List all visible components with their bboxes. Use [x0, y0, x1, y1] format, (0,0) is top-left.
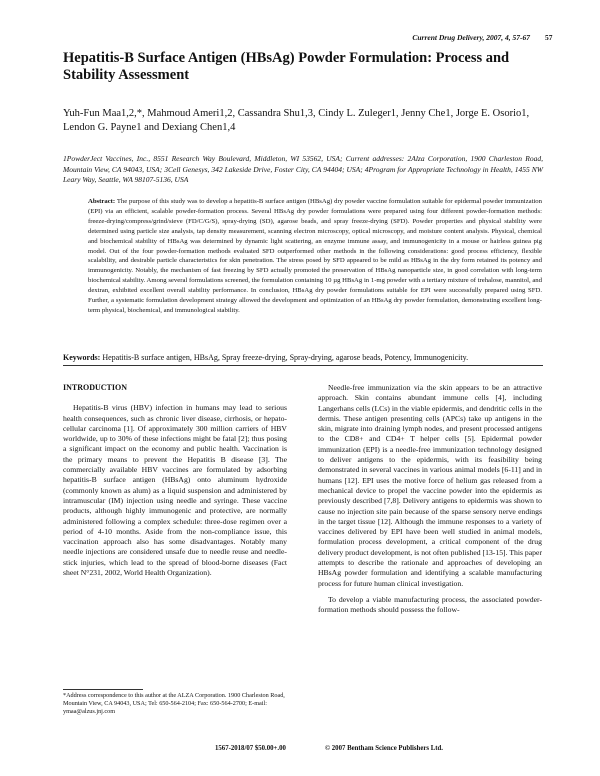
copyright: © 2007 Bentham Science Publishers Ltd.	[325, 745, 443, 752]
article-title: Hepatitis-B Surface Antigen (HBsAg) Powder Formulation: Process and Stability Assessment	[63, 50, 510, 83]
issn-price: 1567-2018/07 $50.00+.00	[215, 745, 286, 752]
abstract	[88, 197, 542, 316]
right-column	[318, 383, 542, 622]
section-divider	[63, 365, 543, 366]
keywords	[63, 353, 543, 363]
section-heading: INTRODUCTION	[63, 383, 128, 392]
intro-paragraph: Hepatitis-B virus (HBV) infection in humans may lead to serious health consequences, such as chronic liver disease, cirrhosis, or hepato-cellular carcinoma [1]. Of approximately 300 million carriers of HBV worldwide, up to 30% of these infections might be fatal [2]; thus posing a significant impact on the economy and public health. Vaccination is the primary means to prevent the Hepatitis B disease [3]. The commercially available HBV vaccines are formulated by adsorbing hepatitis-B surface antigen (HBsAg) onto aluminum hydroxide (commonly known as alum) as a liquid suspension and administered by intramuscular (IM) injection using needle and syringe. These vaccine products, although highly immunogenic and protective, are normally administered following a complex schedule: three-dose regimen over a period of 4-10 months. Aside from the non-compliance issue, this vaccination approach also has some disadvantages. Notably many needle injections are considered unsafe due to needle reuse and needle-stick injuries, which lead to the spread of blood-borne diseases (Fact sheet N°231, 2002, World Health Organization).	[63, 403, 287, 578]
journal-header: Current Drug Delivery, 2007, 4, 57-67	[412, 33, 530, 42]
footnote-divider	[63, 689, 143, 690]
abstract-text: The purpose of this study was to develop a hepatitis-B surface antigen (HBsAg) dry powder vaccine formulation suitable for epidermal powder immunization (EPI) via an efficient, scalable powder-formation process. Several HBsAg dry powder formulations were prepared using four different powder-formation methods: freeze-drying/compress/grind/sieve (FD/C/G/S), spray-drying (SD), agarose beads, and spray freeze-drying (SFD). Powder properties and physical stability were determined using particle size analysis, tap density measurement, scanning electron microscopy, optical microscopy, and moisture content analysis. Physical, chemical and biochemical stability of HBsAg was determined by dynamic light scattering, an enzyme immune assay, and immunogenicity in a mouse or hairless guinea pig model. Out of the four powder-formation methods evaluated SFD outperformed other methods in the following considerations: good process efficiency, flexible scalability, and desirable particle characteristics for skin penetration. The stress posed by SFD appeared to be mild as HBsAg in the dry form retained its potency and immunogenicity. Notably, the mechanism of fast freezing by SFD actually promoted the preservation of HBsAg nanoparticle size, in good correlation with long-term biochemical stability. Among several formulations screened, the formulation containing 10 µg HBsAg in 1-mg powder with a tertiary mixture of trehalose, mannitol, and dextran, exhibited excellent overall stability performance. In conclusion, HBsAg dry powder formulations suitable for EPI were successfully prepared using SFD. Further, a systematic formulation development strategy allowed the development and optimization of an HBsAg dry powder formulation, demonstrating excellent long-term physical, biochemical, and immunological stability.	[88, 198, 542, 314]
left-column	[63, 383, 287, 584]
keywords-label: Keywords:	[63, 353, 101, 362]
correspondence-footnote: *Address correspondence to this author at the ALZA Corporation. 1900 Charleston Road, Mountain View, CA 94043, USA; Tel: 650-564-2104; Fax: 650-564-2700; E-mail: ymaa@alzus.jnj.com	[63, 692, 285, 715]
abstract-label: Abstract:	[88, 198, 116, 205]
author-list: Yuh-Fun Maa1,2,*, Mahmoud Ameri1,2, Cassandra Shu1,3, Cindy L. Zuleger1, Jenny Che1, Jorge E. Osorio1, Lendon G. Payne1 and Dexiang Chen1,4	[63, 108, 530, 133]
page-number: 57	[545, 33, 553, 42]
body-paragraph-1: Needle-free immunization via the skin appears to be an attractive approach. Skin contains abundant immune cells [4], including Langerhans cells (LCs) in the viable epidermis, and dendritic cells in the dermis. These antigen presenting cells (APCs) take up antigens in the skin, migrate into draining lymph nodes, and present processed antigens to the CD8+ and CD4+ T helper cells [5]. Epidermal powder immunization (EPI) is a needle-free immunization technology designed to deliver antigens to the epidermis, with its feasibility being demonstrated in several vaccines in various animal models [6-11] and in humans [12]. EPI uses the motive force of helium gas released from a mechanical device to propel the vaccine powder into the epidermis as previously described [7,8]. Delivery antigens to epidermis was shown to cause no injection site pain because of the sparse sensory nerve endings in the target tissue [12]. Although the immune responses to a variety of vaccines delivered by EPI have been well studied in animal models, formulation process development, a critical component of the drug delivery product development, is not often published [13-15]. This paper attempts to describe the rationale and approaches of developing an HBsAg powder formulation and identifying a scalable manufacturing process for future human clinical investigation.	[318, 383, 542, 588]
affiliations: 1PowderJect Vaccines, Inc., 8551 Research Way Boulevard, Middleton, WI 53562, USA; Current addresses: 2Alza Corporation, 1900 Charleston Road, Mountain View, CA 94043, USA; 3Cell Genesys, 342 Lakeside Drive, Foster City, CA 94404; USA; 4Program for Appropriate Technology in Health, 1455 NW Leary Way, Seattle, WA 98107-5136, USA	[63, 154, 543, 184]
body-paragraph-2: To develop a viable manufacturing process, the associated powder-formation methods should possess the follow-	[318, 594, 542, 615]
keywords-text: Hepatitis-B surface antigen, HBsAg, Spray freeze-drying, Spray-drying, agarose beads, Potency, Immunogenicity.	[102, 353, 469, 362]
